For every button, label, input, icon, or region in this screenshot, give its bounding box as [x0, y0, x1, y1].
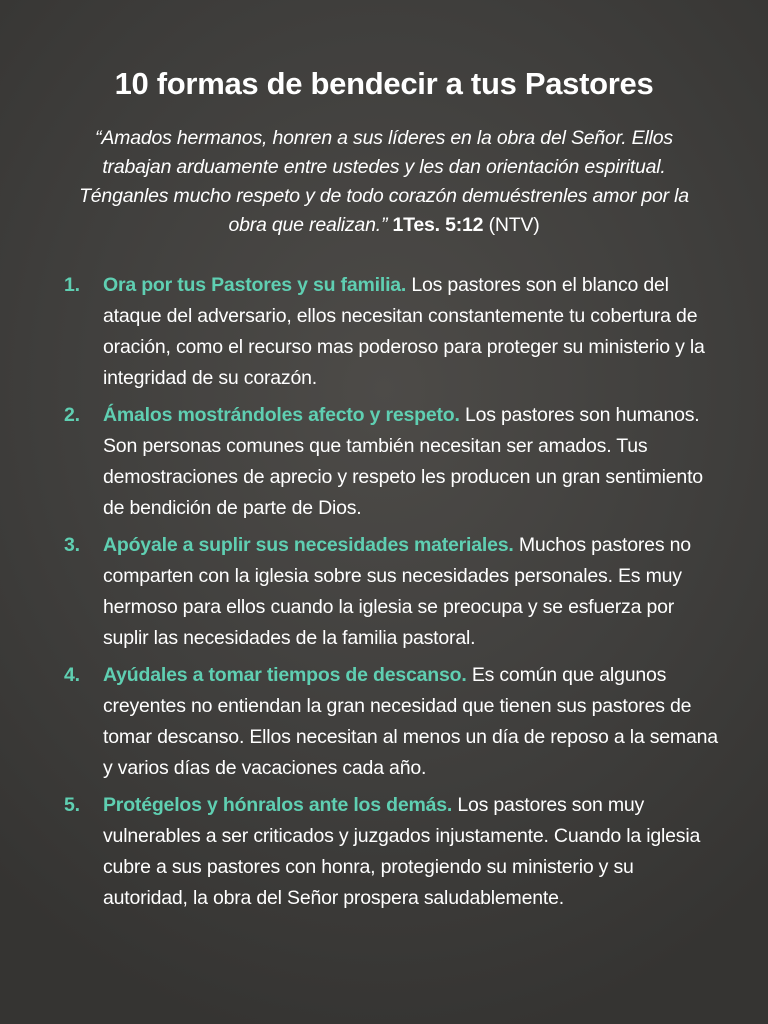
quote-reference: 1Tes. 5:12: [392, 214, 484, 236]
item-number: 3.: [64, 534, 80, 556]
item-heading: Apóyale a suplir sus necesidades materiales.: [103, 534, 514, 556]
item-number: 5.: [64, 794, 80, 816]
item-heading: Ora por tus Pastores y su familia.: [103, 274, 407, 296]
bible-quote: [62, 124, 706, 240]
list-item: [0, 790, 768, 914]
list-item: [0, 660, 768, 784]
item-body: Los pastores son muy vulnerables a ser criticados y juzgados injustamente. Cuando la iglesia cubre a sus pastores con honra, protegiendo su ministerio y su autoridad, la obra del Señor prospera saludablemente.: [103, 794, 701, 909]
blessing-list: [0, 270, 768, 920]
item-body: Los pastores son humanos. Son personas comunes que también necesitan ser amados. Tus demostraciones de aprecio y respeto les producen un gran sentimiento de bendición de parte de Dios.: [103, 404, 703, 519]
item-number: 4.: [64, 664, 80, 686]
item-number: 1.: [64, 274, 80, 296]
list-item: [0, 530, 768, 654]
list-item: [0, 400, 768, 524]
item-body: Los pastores son el blanco del ataque del adversario, ellos necesitan constantemente tu cobertura de oración, como el recurso mas poderoso para proteger su ministerio y la integridad de su corazón.: [103, 274, 705, 389]
quote-version: (NTV): [488, 214, 540, 236]
item-heading: Protégelos y hónralos ante los demás.: [103, 794, 453, 816]
quote-text: “Amados hermanos, honren a sus líderes en la obra del Señor. Ellos trabajan arduamente entre ustedes y les dan orientación espiritual. Ténganles mucho respeto y de todo corazón demuéstrenles amor por la obra que realizan.”: [79, 127, 689, 236]
page-title: 10 formas de bendecir a tus Pastores: [114, 66, 654, 101]
item-heading: Ayúdales a tomar tiempos de descanso.: [103, 664, 467, 686]
list-item: [0, 270, 768, 394]
item-heading: Ámalos mostrándoles afecto y respeto.: [103, 404, 460, 426]
item-body: Es común que algunos creyentes no entiendan la gran necesidad que tienen sus pastores de tomar descanso. Ellos necesitan al menos un día de reposo a la semana y varios días de vacaciones cada año.: [103, 664, 718, 779]
item-number: 2.: [64, 404, 80, 426]
item-body: Muchos pastores no comparten con la iglesia sobre sus necesidades personales. Es muy hermoso para ellos cuando la iglesia se preocupa y se esfuerza por suplir las necesidades de la familia pastoral.: [103, 534, 691, 649]
